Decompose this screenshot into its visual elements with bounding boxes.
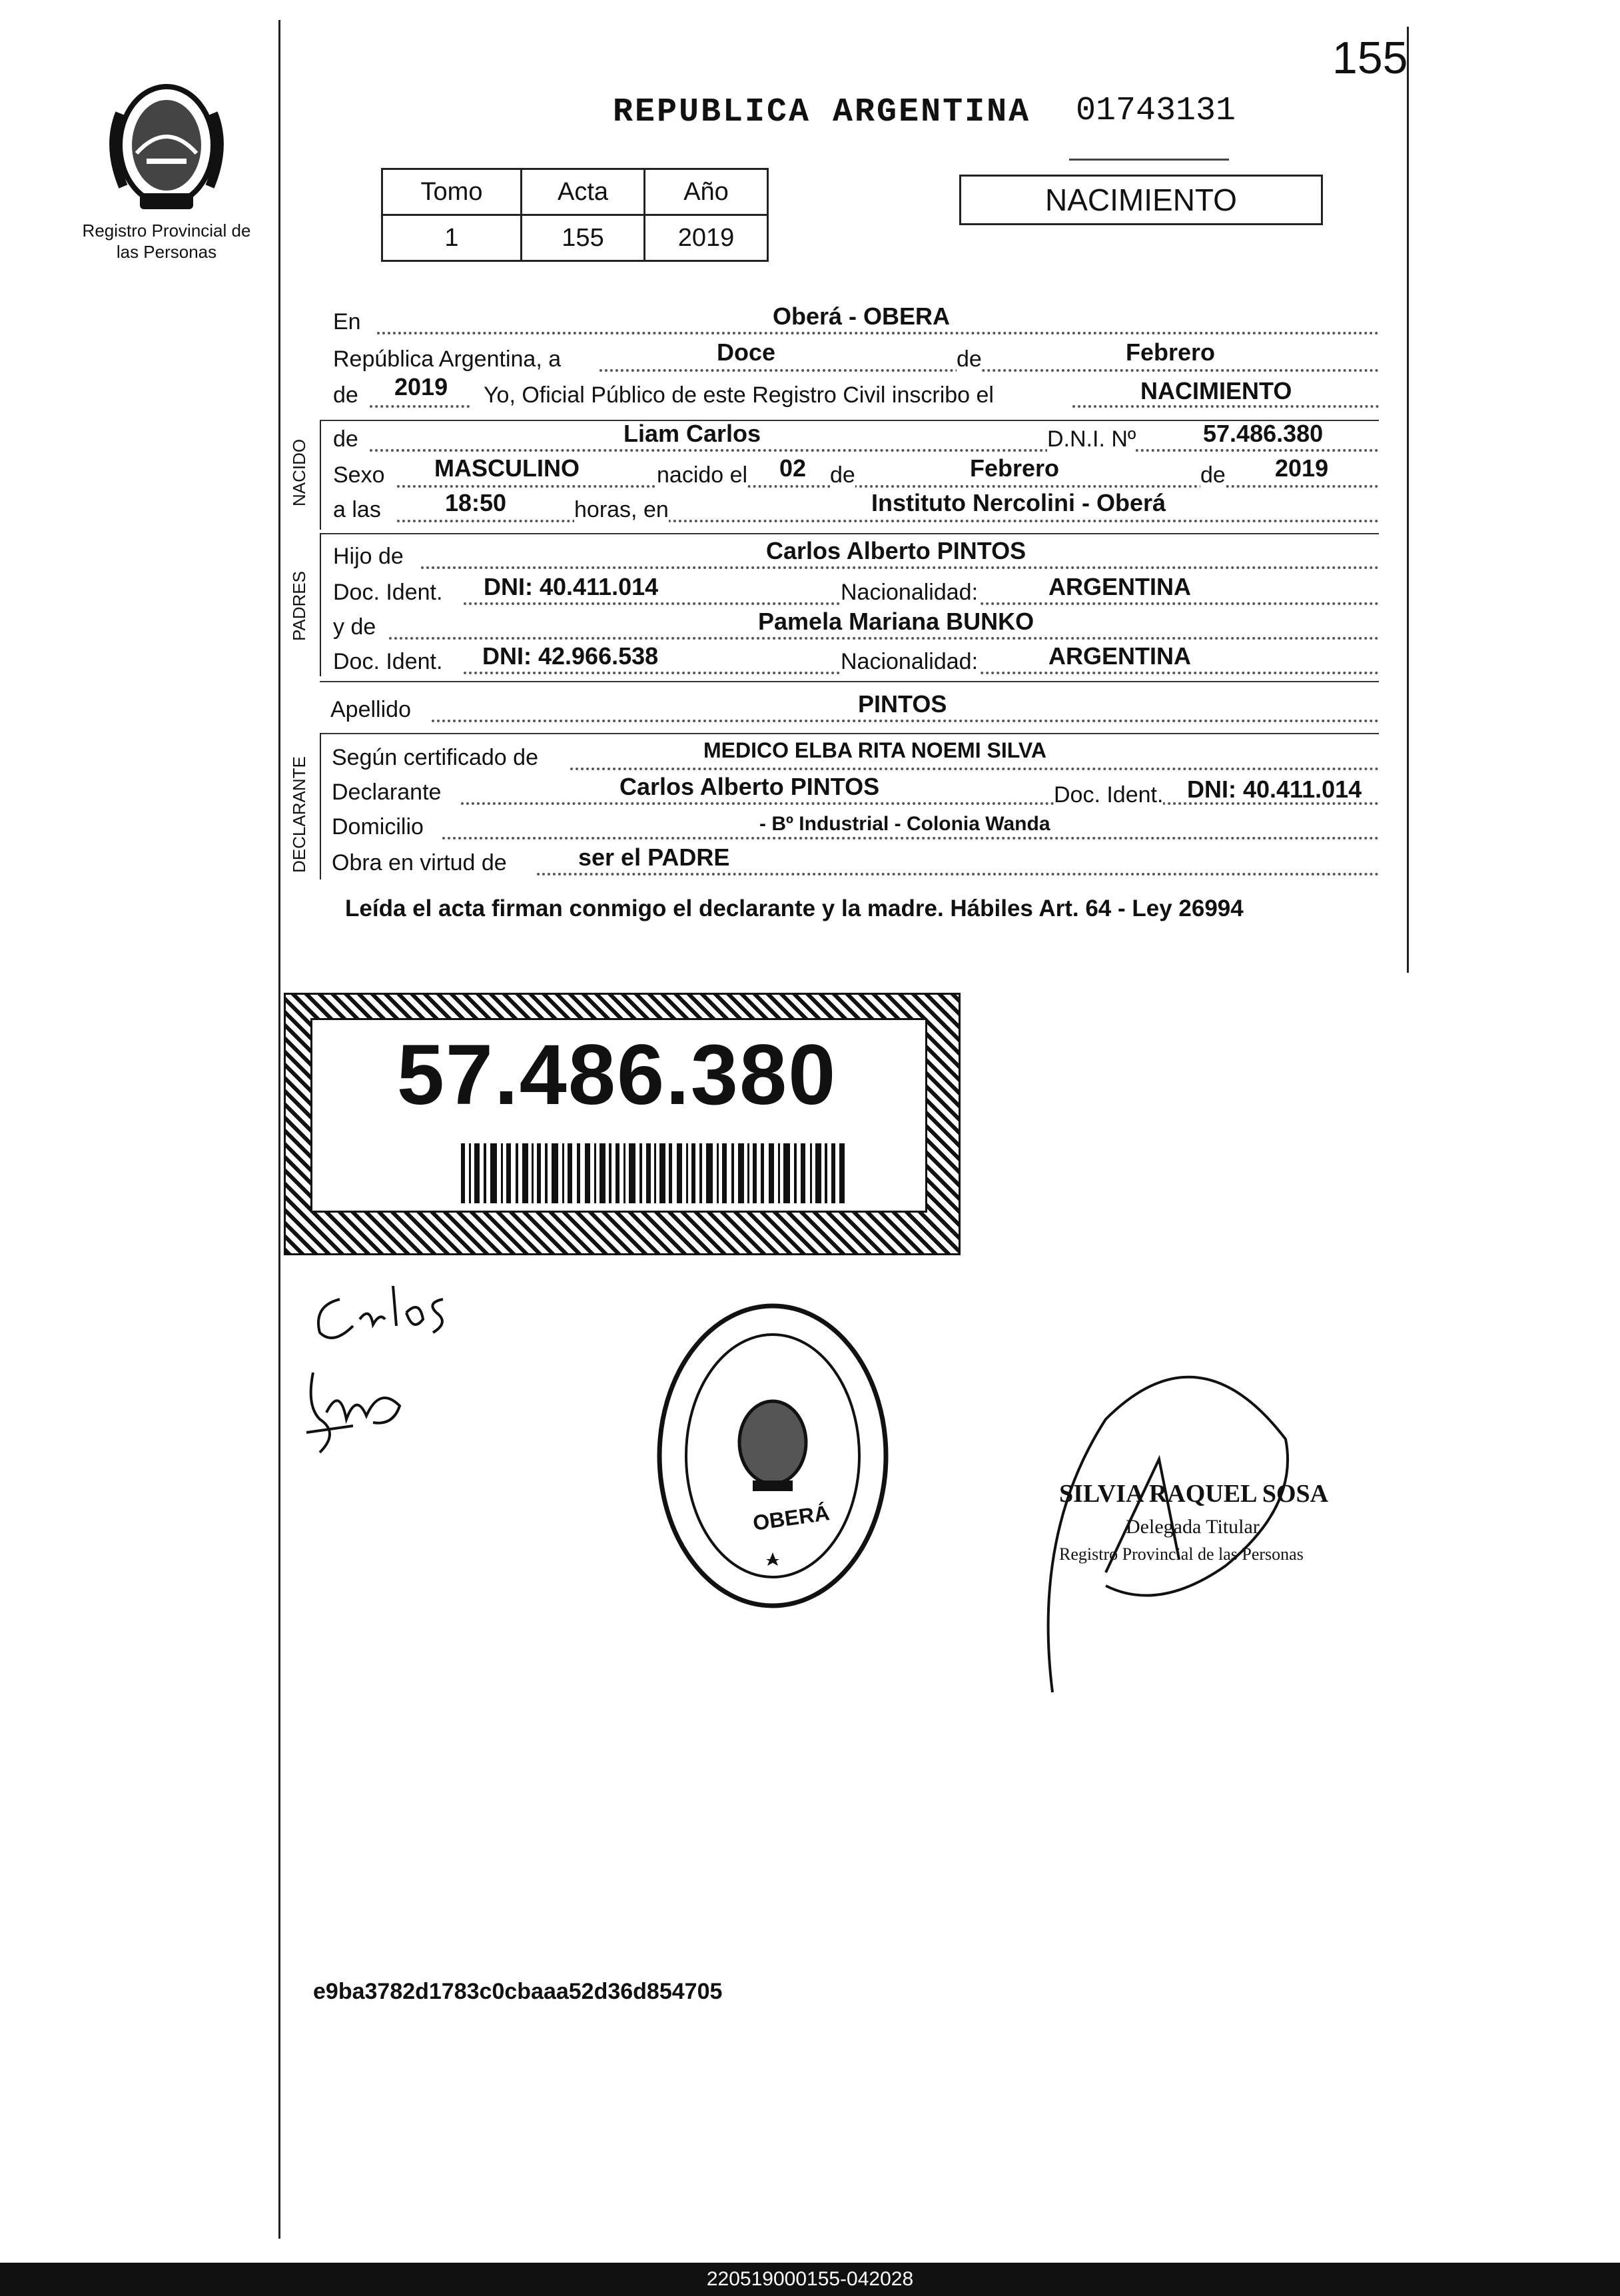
statement-text: Yo, Oficial Público de este Registro Civil inscribo el — [484, 382, 994, 408]
closing-statement: Leída el acta firman conmigo el declarante y la madre. Hábiles Art. 64 - Ley 26994 — [345, 895, 1244, 921]
mother-name: Pamela Mariana BUNKO — [758, 608, 1034, 635]
page-title: REPUBLICA ARGENTINA — [613, 93, 1031, 131]
section-divider — [320, 533, 1379, 534]
doc-label: Doc. Ident. — [333, 580, 443, 605]
handwritten-signature-mother — [293, 1359, 426, 1466]
dotted-line — [537, 873, 1379, 875]
de-label: de — [333, 426, 358, 452]
dotted-line — [432, 720, 1379, 722]
section-bracket — [320, 420, 321, 530]
sexo-label: Sexo — [333, 462, 385, 488]
nacionalidad-label: Nacionalidad: — [841, 649, 979, 674]
a-las-label: a las — [333, 497, 381, 522]
father-name: Carlos Alberto PINTOS — [766, 537, 1026, 564]
table-header-acta: Acta — [522, 169, 645, 215]
doc-label: Doc. Ident. — [333, 649, 443, 674]
certificate-issuer: MEDICO ELBA RITA NOEMI SILVA — [703, 738, 1046, 762]
dotted-line — [377, 332, 1379, 334]
serial-number: 01743131 — [1076, 92, 1236, 130]
dotted-line — [570, 768, 1379, 770]
declarant-name: Carlos Alberto PINTOS — [619, 773, 880, 800]
birth-month: Febrero — [970, 454, 1060, 482]
table-value-tomo: 1 — [382, 215, 522, 261]
left-margin-line — [278, 20, 280, 2239]
signatory-org: Registro Provincial de las Personas — [1059, 1544, 1304, 1564]
section-bracket — [320, 733, 321, 879]
dni-stamp-number: 57.486.380 — [396, 1027, 837, 1123]
section-label-declarante: DECLARANTE — [289, 756, 309, 873]
horas-label: horas, en — [574, 497, 669, 522]
de-label: de — [830, 462, 855, 488]
address: - Bº Industrial - Colonia Wanda — [759, 813, 1050, 835]
table-header-anio: Año — [645, 169, 768, 215]
registration-month: Febrero — [1126, 338, 1216, 366]
dotted-line — [389, 637, 1379, 640]
barcode — [461, 1143, 847, 1203]
birth-day: 02 — [779, 454, 807, 482]
obra-label: Obra en virtud de — [332, 850, 507, 875]
domicilio-label: Domicilio — [332, 814, 424, 840]
page-number: 155 — [1332, 33, 1408, 83]
dotted-line — [600, 369, 1379, 372]
footer-code: 220519000155-042028 — [0, 2263, 1620, 2296]
dotted-line — [421, 566, 1379, 569]
table-value-anio: 2019 — [645, 215, 768, 261]
record-table — [381, 168, 769, 262]
handwritten-signature-carlos — [306, 1273, 466, 1353]
table-header-tomo: Tomo — [382, 169, 522, 215]
registry-place: Oberá - OBERA — [773, 302, 951, 330]
document-hash: e9ba3782d1783c0cbaaa52d36d854705 — [313, 1979, 723, 2004]
dotted-line — [397, 485, 1379, 488]
child-name: Liam Carlos — [623, 420, 761, 447]
father-doc: DNI: 40.411.014 — [484, 573, 659, 600]
seal-city: OBERÁ — [751, 1500, 831, 1535]
dni-label: D.N.I. Nº — [1047, 426, 1136, 452]
apellido-label: Apellido — [330, 697, 411, 722]
declarant-capacity: ser el PADRE — [578, 844, 730, 871]
declarant-doc: DNI: 40.411.014 — [1187, 776, 1362, 803]
mother-doc: DNI: 42.966.538 — [482, 642, 659, 670]
mother-nationality: ARGENTINA — [1048, 642, 1191, 670]
table-value-acta: 155 — [522, 215, 645, 261]
surname: PINTOS — [858, 690, 947, 718]
en-label: En — [333, 309, 361, 334]
child-dni: 57.486.380 — [1203, 420, 1324, 447]
province-logo — [100, 73, 233, 213]
registration-day: Doce — [717, 338, 776, 366]
section-divider — [320, 681, 1379, 682]
y-de-label: y de — [333, 614, 376, 640]
de-year-label: de — [333, 382, 358, 408]
doc-label: Doc. Ident. — [1054, 782, 1164, 808]
signatory-name: SILVIA RAQUEL SOSA — [1059, 1480, 1329, 1508]
father-nationality: ARGENTINA — [1048, 573, 1191, 600]
de-label: de — [957, 346, 982, 372]
republica-label: República Argentina, a — [333, 346, 562, 372]
hijo-label: Hijo de — [333, 544, 404, 569]
inscription-type: NACIMIENTO — [1140, 377, 1292, 404]
certificado-label: Según certificado de — [332, 745, 538, 770]
record-type-box: NACIMIENTO — [959, 175, 1323, 225]
registry-seal — [653, 1299, 893, 1612]
signatory-role: Delegada Titular — [1126, 1516, 1260, 1538]
dotted-line — [370, 449, 1379, 452]
section-bracket — [320, 533, 321, 676]
dotted-line — [442, 837, 1379, 840]
section-label-nacido: NACIDO — [289, 438, 309, 506]
birth-time: 18:50 — [445, 489, 507, 516]
birth-year: 2019 — [1275, 454, 1329, 482]
de-label: de — [1200, 462, 1226, 488]
birth-place: Instituto Nercolini - Oberá — [871, 489, 1166, 516]
dotted-line — [1072, 405, 1379, 408]
registration-year: 2019 — [394, 373, 448, 400]
section-label-padres: PADRES — [289, 571, 309, 641]
child-sex: MASCULINO — [434, 454, 580, 482]
registry-name: Registro Provincial de las Personas — [82, 221, 251, 262]
nacionalidad-label: Nacionalidad: — [841, 580, 979, 605]
declarante-label: Declarante — [332, 780, 442, 805]
right-margin-line — [1407, 27, 1409, 973]
nacido-label: nacido el — [657, 462, 748, 488]
dotted-line — [397, 520, 1379, 522]
section-divider — [320, 733, 1379, 734]
dotted-line — [370, 405, 470, 408]
